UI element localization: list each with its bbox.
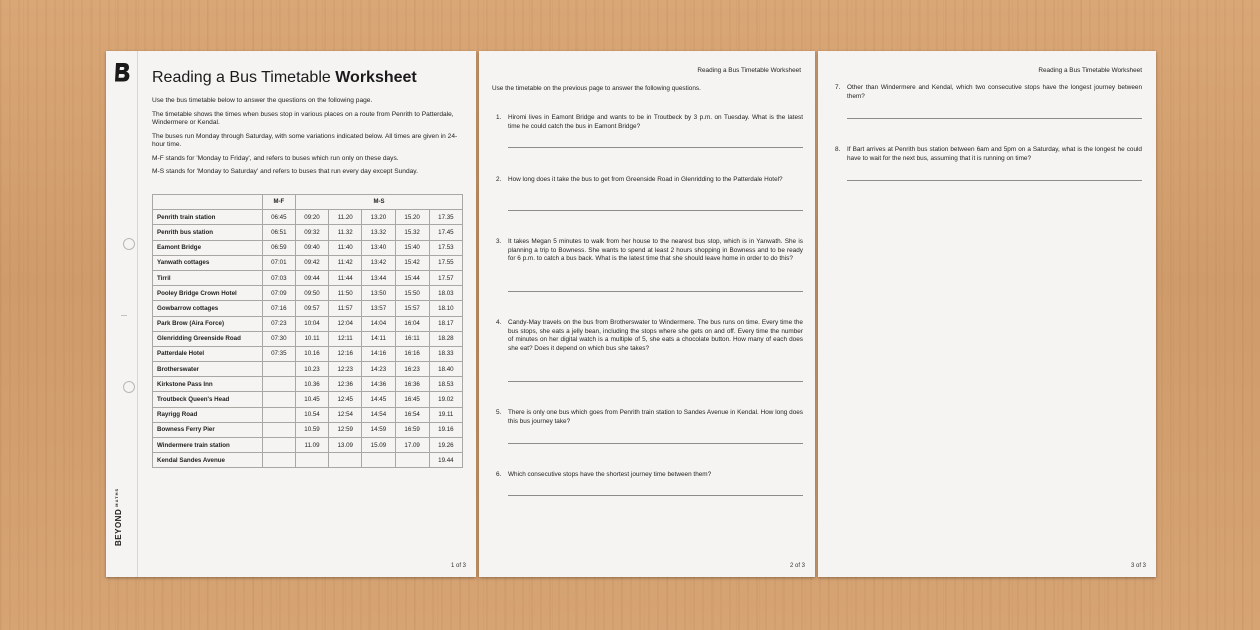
page-header: Reading a Bus Timetable Worksheet [1038, 67, 1142, 74]
table-row [153, 270, 463, 285]
time-cell: 10.54 [295, 407, 328, 422]
time-cell: 10.16 [295, 346, 328, 361]
time-cell: 13:42 [362, 255, 395, 270]
time-cell: 12:16 [329, 346, 362, 361]
time-cell: 19.02 [429, 392, 462, 407]
time-cell: 14:23 [362, 362, 395, 377]
intro-paragraph: Use the bus timetable below to answer the questions on the following page. [152, 97, 373, 104]
intro-paragraph: M-S stands for 'Monday to Saturday' and refers to buses that run every day except Sunday. [152, 168, 418, 175]
question-item [496, 471, 803, 480]
time-cell: 16:16 [395, 346, 429, 361]
time-cell: 09:32 [295, 225, 328, 240]
time-cell: 11.32 [329, 225, 362, 240]
time-cell: 09:44 [295, 270, 328, 285]
time-cell: 17.09 [395, 438, 429, 453]
time-cell: 13:40 [362, 240, 395, 255]
table-row [153, 240, 463, 255]
time-cell: 17.45 [429, 225, 462, 240]
question-text: Candy-May travels on the bus from Brotherswater to Windermere. The bus runs on time. Every time the bus stops, she eats a jelly bean, including the stops where she gets on and off. Every time the number of minutes on her digital watch is a multiple of 5, she eats a chocolate button. How many of each does she eat? Does it depend on which bus she takes? [508, 319, 803, 352]
answer-line[interactable] [508, 443, 803, 444]
table-row [153, 255, 463, 270]
time-cell: 10:04 [295, 316, 328, 331]
table-row [153, 377, 463, 392]
time-cell: 07:16 [262, 301, 295, 316]
time-cell: 12:04 [329, 316, 362, 331]
time-cell: 07:01 [262, 255, 295, 270]
time-cell [262, 422, 295, 437]
time-cell: 13:50 [362, 286, 395, 301]
stop-name-cell: Rayrigg Road [153, 407, 263, 422]
table-row [153, 331, 463, 346]
time-cell: 09:57 [295, 301, 328, 316]
time-cell: 14:04 [362, 316, 395, 331]
time-cell: 15:40 [395, 240, 429, 255]
time-cell: 17.53 [429, 240, 462, 255]
question-number: 7. [835, 84, 841, 91]
time-cell: 16:59 [395, 422, 429, 437]
worksheet-page-1 [106, 51, 476, 577]
time-cell: 15:50 [395, 286, 429, 301]
table-row [153, 422, 463, 437]
time-cell: 19.26 [429, 438, 462, 453]
table-row [153, 453, 463, 468]
time-cell: 18.03 [429, 286, 462, 301]
time-cell: 07:09 [262, 286, 295, 301]
page-title: Reading a Bus Timetable Worksheet [152, 69, 417, 86]
time-cell: 18.28 [429, 331, 462, 346]
time-cell: 14:36 [362, 377, 395, 392]
page-number: 1 of 3 [450, 563, 466, 569]
question-number: 8. [835, 146, 841, 153]
time-cell: 12:23 [329, 362, 362, 377]
time-cell: 14:16 [362, 346, 395, 361]
worksheet-page-3 [818, 51, 1156, 577]
time-cell: 11.09 [295, 438, 328, 453]
time-cell: 15.09 [362, 438, 395, 453]
time-cell: 12:36 [329, 377, 362, 392]
time-cell: 11:40 [329, 240, 362, 255]
stop-name-cell: Troutbeck Queen's Head [153, 392, 263, 407]
table-row [153, 210, 463, 225]
time-cell: 15.20 [395, 210, 429, 225]
binding-strip [106, 51, 138, 577]
stop-name-cell: Bowness Ferry Pier [153, 422, 263, 437]
column-header-mf: M-F [262, 195, 295, 210]
time-cell: 07:03 [262, 270, 295, 285]
table-row [153, 301, 463, 316]
time-cell: 12:59 [329, 422, 362, 437]
punch-hole [123, 381, 135, 393]
page-header: Reading a Bus Timetable Worksheet [697, 67, 801, 74]
time-cell: 12:11 [329, 331, 362, 346]
time-cell: 06:45 [262, 210, 295, 225]
table-row [153, 346, 463, 361]
stop-name-cell: Tirril [153, 270, 263, 285]
time-cell: 12:54 [329, 407, 362, 422]
time-cell [329, 453, 362, 468]
time-cell: 11:50 [329, 286, 362, 301]
time-cell: 10.59 [295, 422, 328, 437]
table-row [153, 362, 463, 377]
time-cell: 10.36 [295, 377, 328, 392]
stop-name-cell: Yanwath cottages [153, 255, 263, 270]
brand-label: $BEYOND^{MATHS}$ [114, 487, 123, 546]
question-item [835, 146, 1142, 163]
answer-line[interactable] [508, 291, 803, 292]
stop-name-cell: Kendal Sandes Avenue [153, 453, 263, 468]
stop-name-cell: Windermere train station [153, 438, 263, 453]
time-cell [295, 453, 328, 468]
question-item [496, 114, 803, 131]
question-item [496, 238, 803, 264]
time-cell: 18.17 [429, 316, 462, 331]
stop-name-cell: Patterdale Hotel [153, 346, 263, 361]
fold-mark [121, 315, 127, 316]
time-cell: 17.57 [429, 270, 462, 285]
punch-hole [123, 238, 135, 250]
answer-line[interactable] [508, 147, 803, 148]
time-cell [395, 453, 429, 468]
table-header-row [153, 195, 463, 210]
question-number: 1. [496, 114, 502, 121]
time-cell: 18.10 [429, 301, 462, 316]
time-cell [262, 453, 295, 468]
stop-name-cell: Penrith train station [153, 210, 263, 225]
table-row [153, 316, 463, 331]
time-cell [262, 377, 295, 392]
question-text: How long does it take the bus to get from Greenside Road in Glenridding to the Patterdale Hotel? [508, 176, 783, 183]
time-cell: 06:59 [262, 240, 295, 255]
time-cell: 16:36 [395, 377, 429, 392]
time-cell: 06:51 [262, 225, 295, 240]
time-cell: 19.11 [429, 407, 462, 422]
table-row [153, 225, 463, 240]
time-cell: 07:35 [262, 346, 295, 361]
time-cell: 15:42 [395, 255, 429, 270]
time-cell: 14:11 [362, 331, 395, 346]
question-number: 3. [496, 238, 502, 245]
time-cell: 13.20 [362, 210, 395, 225]
time-cell [262, 407, 295, 422]
page-number: 2 of 3 [789, 563, 805, 569]
question-number: 5. [496, 409, 502, 416]
time-cell: 13.09 [329, 438, 362, 453]
question-item [496, 176, 803, 185]
time-cell: 07:23 [262, 316, 295, 331]
beyond-logo-icon [113, 61, 131, 83]
time-cell: 16:11 [395, 331, 429, 346]
time-cell: 16:54 [395, 407, 429, 422]
question-text: Hiromi lives in Eamont Bridge and wants to be in Troutbeck by 3 p.m. on Tuesday. What is the latest time he could catch the bus in Eamont Bridge? [508, 114, 803, 130]
time-cell: 12:45 [329, 392, 362, 407]
time-cell: 11:57 [329, 301, 362, 316]
stop-name-cell: Kirkstone Pass Inn [153, 377, 263, 392]
time-cell: 14:59 [362, 422, 395, 437]
time-cell: 15.32 [395, 225, 429, 240]
time-cell [262, 392, 295, 407]
table-row [153, 392, 463, 407]
table-row [153, 286, 463, 301]
time-cell: 16:04 [395, 316, 429, 331]
time-cell: 11.20 [329, 210, 362, 225]
page-number: 3 of 3 [1130, 563, 1146, 569]
time-cell: 11:42 [329, 255, 362, 270]
time-cell: 10.23 [295, 362, 328, 377]
time-cell: 09:20 [295, 210, 328, 225]
stop-name-cell: Park Brow (Aira Force) [153, 316, 263, 331]
column-header-ms: M-S [295, 195, 462, 210]
answer-line[interactable] [847, 180, 1142, 181]
time-cell: 19.44 [429, 453, 462, 468]
intro-text [152, 97, 464, 182]
time-cell: 14:54 [362, 407, 395, 422]
time-cell: 17.55 [429, 255, 462, 270]
time-cell: 16:23 [395, 362, 429, 377]
answer-line[interactable] [508, 381, 803, 382]
answer-line[interactable] [508, 495, 803, 496]
time-cell: 18.53 [429, 377, 462, 392]
time-cell: 09:40 [295, 240, 328, 255]
question-text: If Bart arrives at Penrith bus station between 6am and 5pm on a Saturday, what is the longest he could have to wait for the next bus, assuming that it is running on time? [847, 146, 1142, 162]
intro-paragraph: M-F stands for 'Monday to Friday', and refers to buses which run only on these days. [152, 154, 399, 162]
time-cell: 10.11 [295, 331, 328, 346]
table-corner-cell [153, 195, 263, 210]
question-item [496, 319, 803, 353]
time-cell: 09:42 [295, 255, 328, 270]
table-row [153, 407, 463, 422]
time-cell [362, 453, 395, 468]
time-cell [262, 438, 295, 453]
question-number: 6. [496, 471, 502, 478]
time-cell: 13:44 [362, 270, 395, 285]
time-cell: 13.32 [362, 225, 395, 240]
time-cell: 11:44 [329, 270, 362, 285]
stop-name-cell: Penrith bus station [153, 225, 263, 240]
time-cell: 13:57 [362, 301, 395, 316]
time-cell: 15:44 [395, 270, 429, 285]
question-text: Other than Windermere and Kendal, which two consecutive stops have the longest journey between them? [847, 84, 1142, 100]
time-cell: 18.40 [429, 362, 462, 377]
time-cell: 09:50 [295, 286, 328, 301]
time-cell: 15:57 [395, 301, 429, 316]
time-cell [262, 362, 295, 377]
stop-name-cell: Pooley Bridge Crown Hotel [153, 286, 263, 301]
stop-name-cell: Glenridding Greenside Road [153, 331, 263, 346]
question-text: There is only one bus which goes from Penrith train station to Sandes Avenue in Kendal. How long does this bus journey take? [508, 409, 803, 425]
question-number: 2. [496, 176, 502, 183]
worksheet-page-2 [479, 51, 815, 577]
time-cell: 18.33 [429, 346, 462, 361]
time-cell: 10.45 [295, 392, 328, 407]
stop-name-cell: Brotherswater [153, 362, 263, 377]
intro-paragraph: The buses run Monday through Saturday, with some variations indicated below. All times are given in 24-hour time. [152, 132, 458, 148]
intro-paragraph: The timetable shows the times when buses stop in various places on a route from Penrith to Patterdale, Windermere or Kendal. [152, 110, 454, 126]
bus-timetable [152, 194, 463, 468]
time-cell: 17.35 [429, 210, 462, 225]
question-text: Which consecutive stops have the shortest journey time between them? [508, 471, 712, 478]
question-text: It takes Megan 5 minutes to walk from her house to the nearest bus stop, which is in Yanwath. She is planning a trip to Bowness. She wants to spend at least 2 hours shopping in Bowness and to be ready for 6 p.m. to catch a bus back. What is the latest time that she should leave home in order to do this? [508, 238, 803, 263]
question-number: 4. [496, 319, 502, 326]
question-item [496, 409, 803, 426]
time-cell: 19.16 [429, 422, 462, 437]
answer-line[interactable] [847, 118, 1142, 119]
instruction-text: Use the timetable on the previous page to answer the following questions. [492, 85, 701, 92]
time-cell: 16:45 [395, 392, 429, 407]
time-cell: 07:30 [262, 331, 295, 346]
table-row [153, 438, 463, 453]
stop-name-cell: Eamont Bridge [153, 240, 263, 255]
answer-line[interactable] [508, 210, 803, 211]
time-cell: 14:45 [362, 392, 395, 407]
stop-name-cell: Gowbarrow cottages [153, 301, 263, 316]
question-item [835, 84, 1142, 101]
